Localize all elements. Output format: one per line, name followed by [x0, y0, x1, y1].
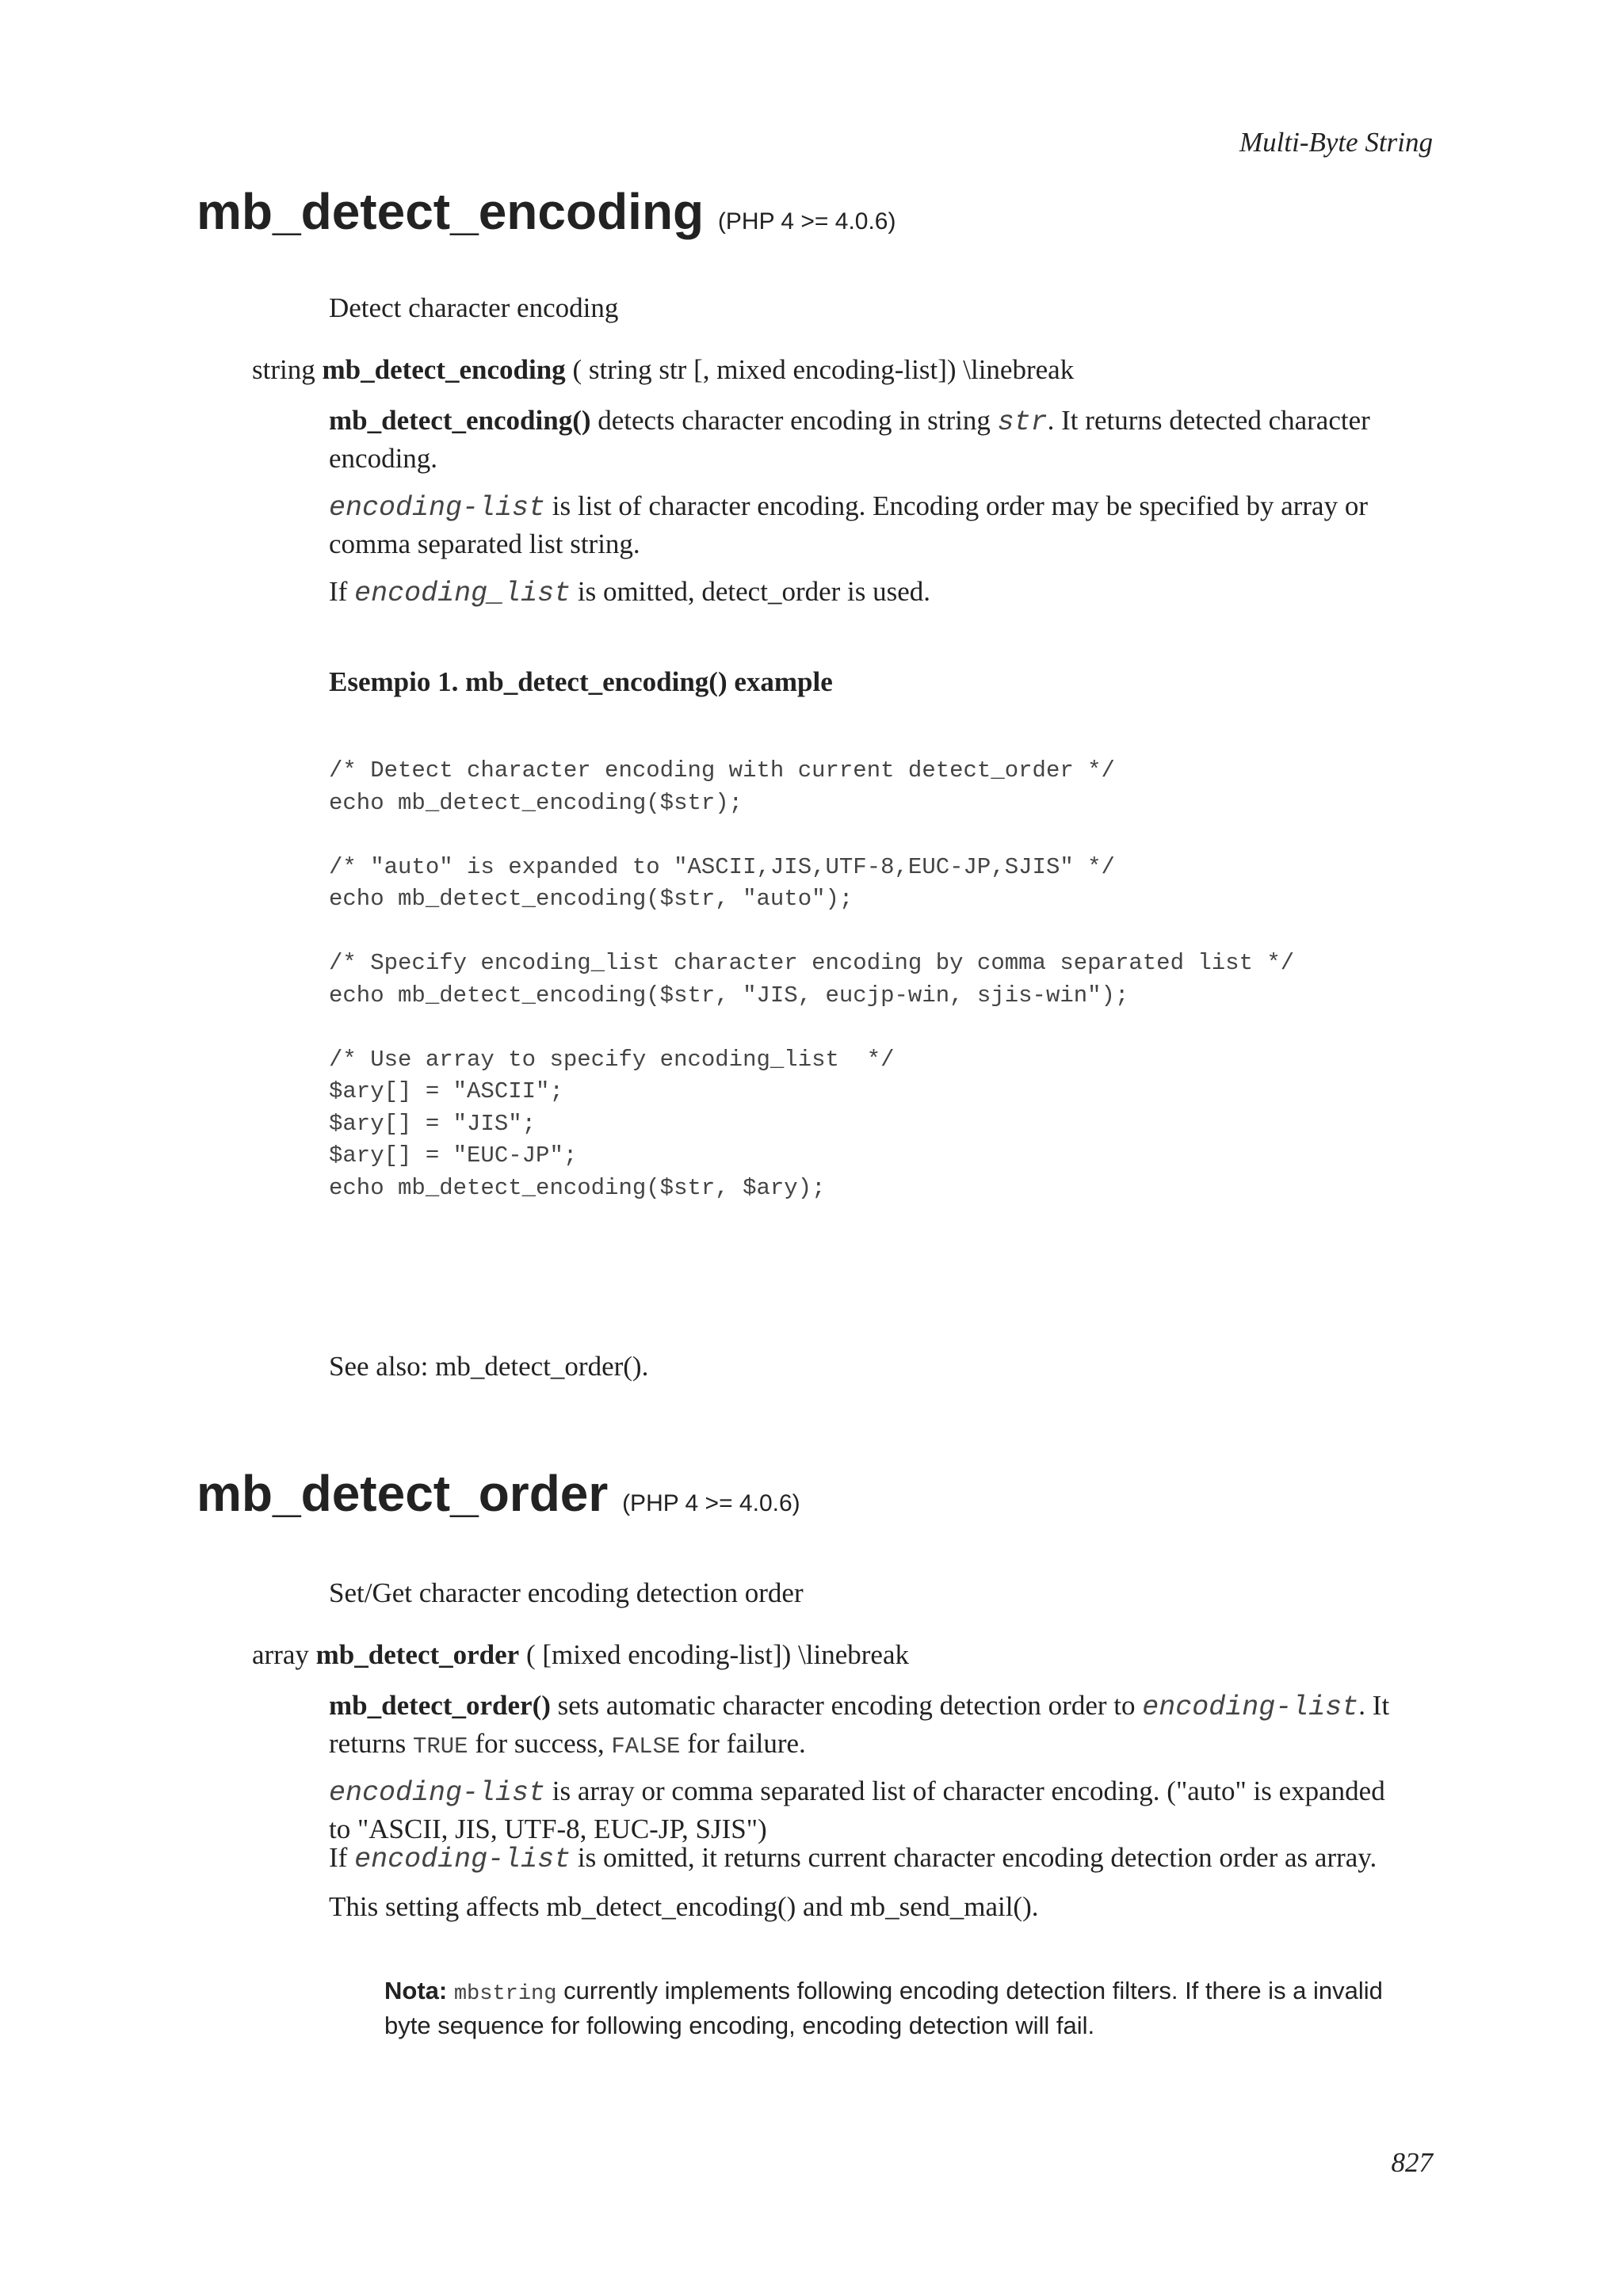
- function-purpose: Detect character encoding: [329, 292, 619, 323]
- parameter-ref: encoding_list: [354, 578, 571, 609]
- version-note: (PHP 4 >= 4.0.6): [717, 208, 896, 235]
- version-note: (PHP 4 >= 4.0.6): [622, 1490, 800, 1516]
- section-title-mb-detect-encoding: [197, 184, 896, 239]
- parameter-ref: str: [997, 406, 1048, 438]
- signature-args: ( string str [, mixed encoding-list]) \linebreak: [572, 354, 1075, 385]
- return-type: array: [252, 1639, 309, 1670]
- parameter-ref: encoding-list: [329, 492, 546, 524]
- note-mono: mbstring: [453, 1982, 557, 2006]
- description-paragraph-3: [329, 1840, 1407, 1878]
- note-label: Nota:: [384, 1977, 448, 2004]
- description-paragraph-1: [329, 1688, 1407, 1764]
- function-purpose: Set/Get character encoding detection order: [329, 1577, 804, 1608]
- see-also: See also: mb_detect_order().: [329, 1351, 649, 1382]
- signature-args: ( [mixed encoding-list]) \linebreak: [525, 1639, 909, 1670]
- description-paragraph-4: This setting affects mb_detect_encoding() and mb_send_mail().: [329, 1891, 1039, 1922]
- note-box: [384, 1975, 1399, 2042]
- function-name-heading: mb_detect_order: [197, 1465, 609, 1522]
- description-paragraph-3: [329, 574, 1407, 612]
- parameter-ref: encoding-list: [1142, 1691, 1359, 1723]
- text-span: is array or comma separated list of character encoding. ("auto" is expanded to "ASCII, JIS, UTF-8, EUC-JP, SJIS"): [329, 1775, 1385, 1844]
- description-paragraph-2: [329, 1773, 1407, 1847]
- text-span: If: [329, 576, 355, 607]
- section-title-mb-detect-order: [197, 1466, 800, 1521]
- description-paragraph-1: [329, 402, 1407, 476]
- text-span: is omitted, detect_order is used.: [571, 576, 931, 607]
- text-span: is omitted, it returns current character encoding detection order as array.: [571, 1842, 1377, 1873]
- page-number: 827: [1391, 2147, 1433, 2178]
- function-signature: [252, 352, 1074, 387]
- text-span: for failure.: [680, 1728, 806, 1759]
- note-text: currently implements following encoding detection filters. If there is a invalid byte sequence for following encoding, encoding detection will fail.: [384, 1977, 1383, 2039]
- text-span: . It returns detected character encoding.: [329, 405, 1370, 474]
- function-ref: mb_detect_order(): [329, 1690, 551, 1721]
- text-span: sets automatic character encoding detection order to: [550, 1690, 1143, 1721]
- text-span: . It returns: [329, 1690, 1390, 1759]
- description-paragraph-2: [329, 488, 1407, 562]
- text-span: detects character encoding in string: [590, 405, 998, 436]
- text-span: If: [329, 1842, 355, 1873]
- text-span: for success,: [468, 1728, 612, 1759]
- return-type: string: [252, 354, 315, 385]
- signature-function-name: mb_detect_encoding: [322, 354, 566, 385]
- parameter-ref: encoding-list: [329, 1777, 546, 1809]
- function-name-heading: mb_detect_encoding: [197, 183, 705, 240]
- constant-true: TRUE: [412, 1733, 468, 1760]
- example-title: Esempio 1. mb_detect_encoding() example: [329, 666, 833, 697]
- signature-function-name: mb_detect_order: [315, 1639, 520, 1670]
- parameter-ref: encoding-list: [354, 1844, 571, 1875]
- running-head: Multi-Byte String: [1239, 127, 1433, 158]
- example-code-block: /* Detect character encoding with current detect_order */ echo mb_detect_encoding($str); /* "auto" is expanded to "ASCII,JIS,UTF-8,EUC-JP,SJIS" */ echo mb_detect_encoding($str, "auto"); /* Specify encoding_list character encoding by comma separated list */ echo mb_detect_encoding($str, "JIS, eucjp-win, sjis-win"); /* Use array to specify encoding_list */ $ary[] = "ASCII"; $ary[] = "JIS"; $ary[] = "EUC-JP"; echo mb_detect_encoding($str, $ary);: [329, 757, 1295, 1201]
- function-signature: [252, 1637, 909, 1672]
- text-span: is list of character encoding. Encoding order may be specified by array or comma separated list string.: [329, 490, 1368, 559]
- function-ref: mb_detect_encoding(): [329, 405, 591, 436]
- constant-false: FALSE: [611, 1733, 681, 1760]
